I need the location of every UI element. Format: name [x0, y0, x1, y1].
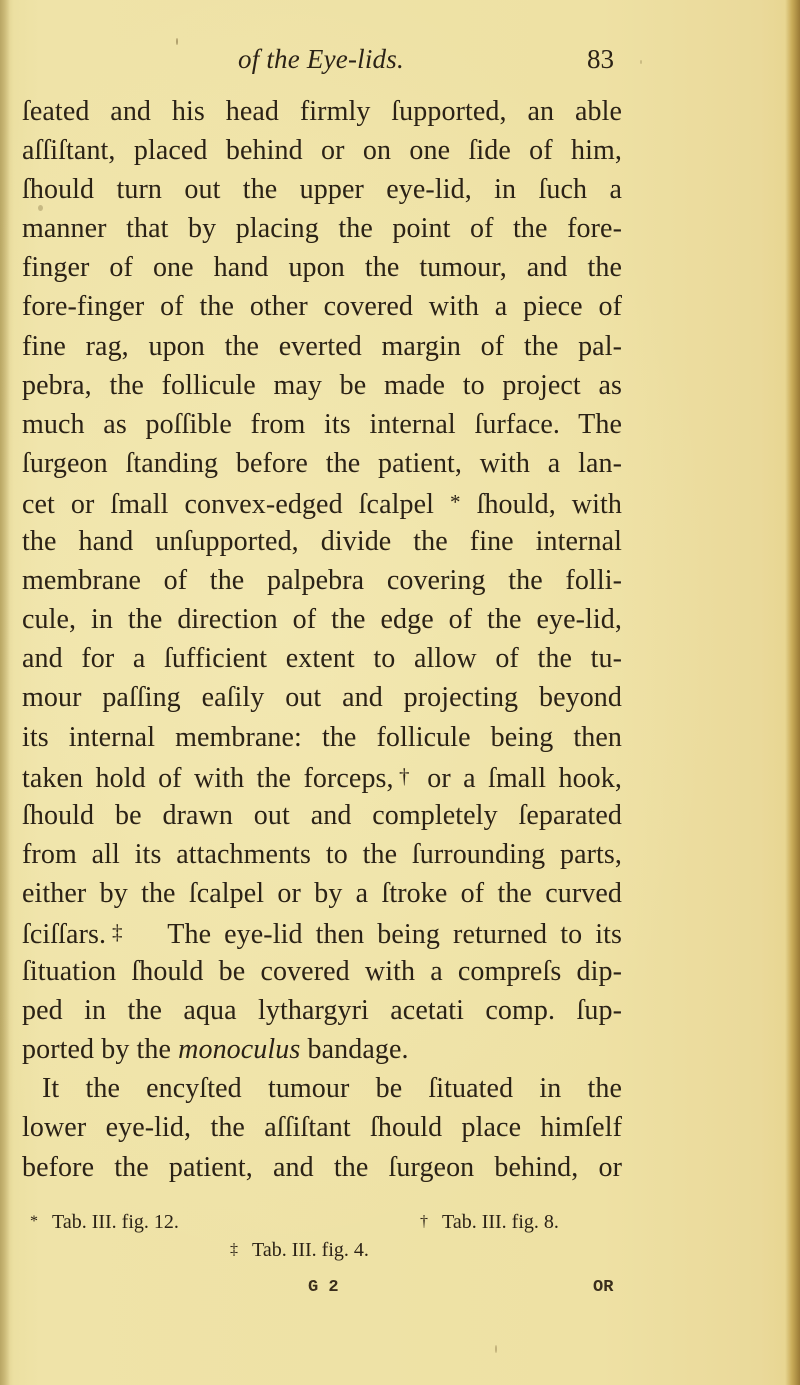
text-line-paragraph-end — [22, 1030, 622, 1069]
running-title: of the Eye-lids. — [238, 44, 404, 74]
paper-speck — [495, 1345, 497, 1353]
text-line: fore-finger of the other covered with a piece of — [22, 291, 622, 323]
text-line: aſſiſtant, placed behind or on one ſide of him, — [22, 135, 622, 167]
text-segment: ſciſſars. — [22, 918, 107, 950]
italic-term: monoculus — [178, 1034, 301, 1066]
footnote-row — [30, 1208, 610, 1236]
body-text — [22, 92, 622, 1187]
paper-speck — [38, 205, 43, 211]
text-line: either by the ſcalpel or by a ſtroke of the curved — [22, 877, 622, 909]
text-line: ſhould be drawn out and completely ſeparated — [22, 799, 622, 831]
text-line: its internal membrane: the follicule being then — [22, 721, 622, 753]
text-line: ſeated and his head firmly ſupported, an able — [22, 96, 622, 127]
footnote-symbol: * — [30, 1213, 38, 1230]
text-line-with-double-dagger — [22, 913, 622, 952]
paper-speck — [640, 60, 642, 64]
text-line: finger of one hand upon the tumour, and the — [22, 252, 622, 284]
text-segment: ſhould, with — [476, 488, 622, 520]
text-segment: bandage. — [307, 1034, 409, 1066]
text-line: and for a ſufficient extent to allow of the tu- — [22, 643, 622, 675]
text-segment: ported by the — [22, 1034, 172, 1066]
text-line-with-dagger — [22, 757, 622, 796]
text-line: ſituation ſhould be covered with a compreſs dip- — [22, 956, 622, 988]
text-line: membrane of the palpebra covering the folli- — [22, 565, 622, 597]
footnotes — [30, 1208, 610, 1264]
footnote-text: Tab. III. fig. 8. — [442, 1211, 559, 1233]
text-line: manner that by placing the point of the fore- — [22, 213, 622, 245]
text-line-with-asterisk — [22, 483, 622, 522]
footnote-ref-dagger[interactable]: † — [393, 763, 415, 788]
footnote-text: Tab. III. fig. 12. — [52, 1211, 179, 1233]
text-line: ſhould turn out the upper eye-lid, in ſuch a — [22, 174, 622, 206]
text-line: ped in the aqua lythargyri acetati comp. ſup- — [22, 995, 622, 1027]
footnote-ref-asterisk[interactable]: * — [449, 489, 461, 514]
text-line-paragraph-start: It the encyſted tumour be ſituated in the — [42, 1073, 622, 1105]
footnote-double-dagger — [230, 1236, 369, 1264]
text-segment: The eye-lid then being returned to its — [167, 918, 622, 950]
paper-speck — [176, 38, 178, 45]
text-line: ſurgeon ſtanding before the patient, with a lan- — [22, 447, 622, 479]
text-line: pebra, the follicule may be made to project as — [22, 369, 622, 401]
text-line: from all its attachments to the ſurrounding parts, — [22, 838, 622, 870]
running-head — [0, 44, 800, 84]
catchword: OR — [593, 1278, 614, 1297]
text-line: lower eye-lid, the aſſiſtant ſhould place himſelf — [22, 1112, 622, 1144]
gutter-shadow — [0, 0, 10, 1385]
page-number: 83 — [587, 44, 614, 74]
footnote-symbol: ‡ — [230, 1241, 238, 1258]
text-segment: taken hold of with the forceps, — [22, 762, 394, 794]
text-line: cule, in the direction of the edge of the eye-lid, — [22, 604, 622, 636]
footnote-ref-double-dagger[interactable]: ‡ — [106, 919, 129, 944]
text-line: mour paſſing eaſily out and projecting beyond — [22, 682, 622, 714]
text-segment: or a ſmall hook, — [427, 762, 622, 794]
footnote-asterisk — [30, 1208, 179, 1236]
footnote-dagger — [420, 1208, 559, 1236]
text-segment: cet or ſmall convex-edged ſcalpel — [22, 488, 434, 520]
footnote-text: Tab. III. fig. 4. — [252, 1239, 369, 1261]
text-line: the hand unſupported, divide the fine internal — [22, 526, 622, 558]
text-line: before the patient, and the ſurgeon behind, or — [22, 1151, 622, 1183]
footnote-symbol: † — [420, 1213, 428, 1230]
text-line: much as poſſible from its internal ſurface. The — [22, 408, 622, 440]
footnote-row — [30, 1236, 610, 1264]
signature-mark: G 2 — [308, 1278, 339, 1297]
text-line: fine rag, upon the everted margin of the pal- — [22, 330, 622, 362]
